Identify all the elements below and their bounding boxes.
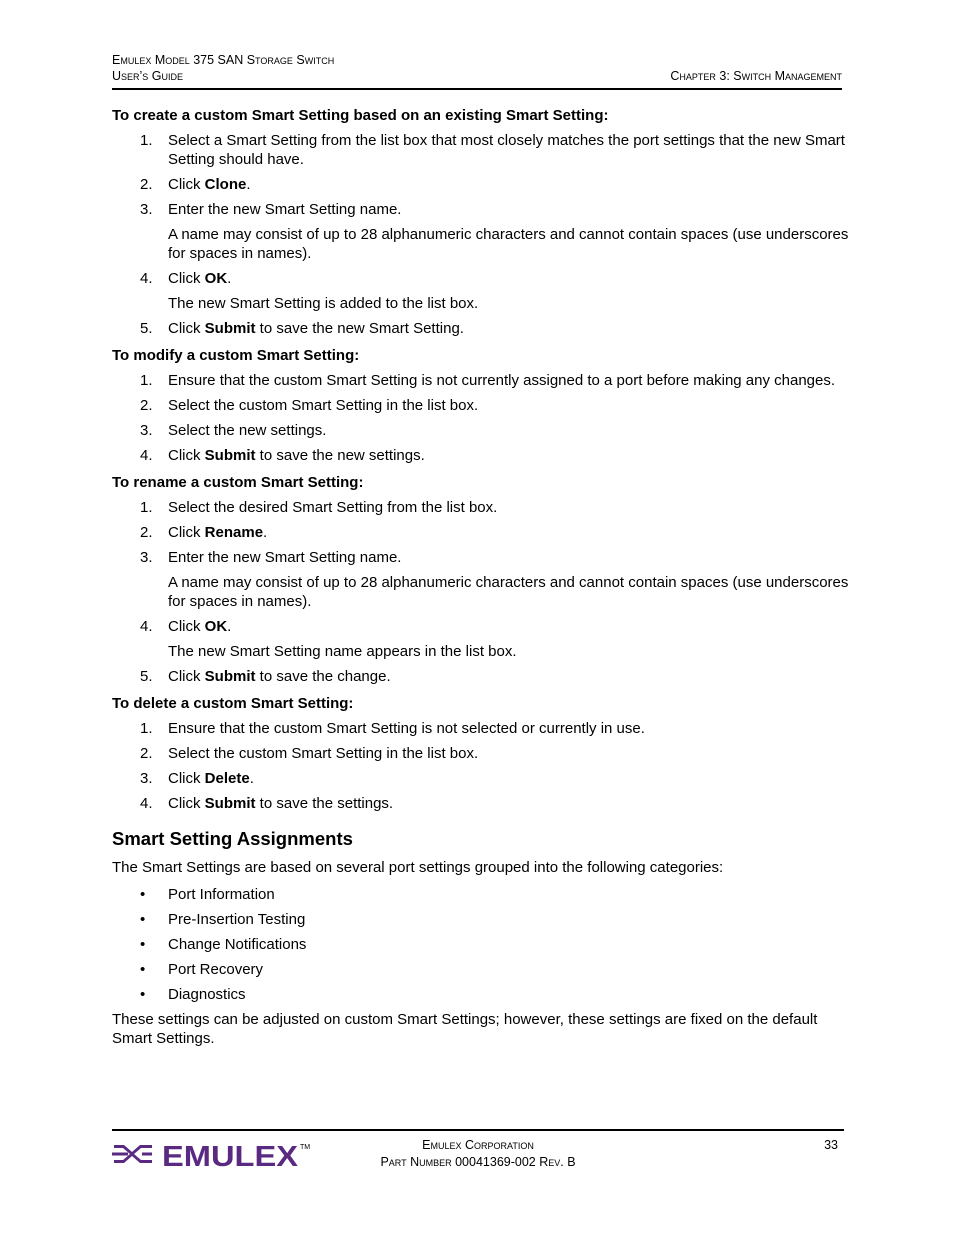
footer-company: Emulex Corporation — [422, 1138, 534, 1152]
delete-step-3 — [112, 769, 852, 788]
step-text: Click — [168, 270, 205, 287]
step-text: . — [227, 270, 232, 287]
step-text: to save the new Smart Setting. — [255, 320, 464, 337]
category-label: Pre-Insertion Testing — [168, 911, 306, 928]
step-text: Click — [168, 447, 205, 464]
step-text: Select the custom Smart Setting in the list box. — [168, 397, 479, 414]
step-number: 1. — [140, 372, 153, 389]
category-label: Port Information — [168, 886, 275, 903]
ok-ui-term: OK — [204, 618, 228, 635]
rename-step-4-note: The new Smart Setting name appears in the list box. — [168, 643, 517, 660]
step-text: to save the change. — [255, 668, 391, 685]
page-number: 33 — [824, 1138, 838, 1152]
header-chapter: Chapter 3: Switch Management — [670, 69, 842, 83]
step-number: 5. — [140, 320, 153, 337]
section-heading: Smart Setting Assignments — [112, 828, 353, 849]
bullet-glyph: • — [140, 911, 146, 928]
assignments-outro: These settings can be adjusted on custom Smart Settings; however, these settings are fixed on the default Smart Settings. — [112, 1011, 818, 1047]
rename-procedure-heading: To rename a custom Smart Setting: — [112, 474, 364, 491]
page-header — [112, 52, 842, 90]
rename-step-2 — [112, 523, 852, 542]
step-text: . — [246, 176, 251, 193]
rename-steps — [112, 498, 852, 686]
step-text: . — [263, 524, 268, 541]
clone-step-2 — [112, 175, 852, 194]
clone-ui-term: Clone — [204, 176, 247, 193]
step-text: . — [249, 770, 254, 787]
clone-procedure-heading: To create a custom Smart Setting based on an existing Smart Setting: — [112, 107, 609, 124]
category-item — [112, 885, 852, 904]
rename-step-1 — [112, 498, 852, 517]
bullet-glyph: • — [140, 961, 146, 978]
step-text: Select a Smart Setting from the list box that most closely matches the port settings that the new Smart Setting should have. — [168, 132, 845, 168]
bullet-glyph: • — [140, 936, 146, 953]
step-text: Click — [168, 668, 205, 685]
modify-procedure-heading: To modify a custom Smart Setting: — [112, 347, 360, 364]
submit-ui-term: Submit — [204, 795, 256, 812]
ok-ui-term: OK — [204, 270, 228, 287]
step-text: Click — [168, 320, 205, 337]
page-content — [112, 107, 852, 1056]
category-item — [112, 910, 852, 929]
page-footer — [112, 1129, 844, 1191]
delete-steps — [112, 719, 852, 813]
step-number: 1. — [140, 499, 153, 516]
modify-step-2 — [112, 396, 852, 415]
modify-step-4 — [112, 446, 852, 465]
step-number: 1. — [140, 720, 153, 737]
step-number: 3. — [140, 201, 153, 218]
category-label: Diagnostics — [168, 986, 246, 1003]
step-number: 5. — [140, 668, 153, 685]
modify-steps — [112, 371, 852, 465]
step-number: 3. — [140, 549, 153, 566]
clone-step-1 — [112, 131, 852, 169]
bullet-glyph: • — [140, 886, 146, 903]
step-text: Enter the new Smart Setting name. — [168, 201, 402, 218]
rename-step-3 — [112, 548, 852, 567]
step-text: Click — [168, 770, 205, 787]
clone-step-3 — [112, 200, 852, 219]
assignments-intro: The Smart Settings are based on several port settings grouped into the following categories: — [112, 859, 724, 876]
submit-ui-term: Submit — [204, 668, 256, 685]
header-product: Emulex Model 375 SAN Storage Switch — [112, 53, 335, 67]
delete-procedure-heading: To delete a custom Smart Setting: — [112, 695, 354, 712]
footer-center — [112, 1137, 844, 1171]
step-text: Enter the new Smart Setting name. — [168, 549, 402, 566]
rename-ui-term: Rename — [204, 524, 264, 541]
step-number: 4. — [140, 447, 153, 464]
step-number: 4. — [140, 795, 153, 812]
step-text: Select the new settings. — [168, 422, 327, 439]
clone-step-4-note: The new Smart Setting is added to the list box. — [168, 295, 479, 312]
step-text: Ensure that the custom Smart Setting is not selected or currently in use. — [168, 720, 645, 737]
step-number: 3. — [140, 422, 153, 439]
step-number: 2. — [140, 397, 153, 414]
header-left — [112, 52, 334, 84]
category-item — [112, 985, 852, 1004]
rename-step-4 — [112, 617, 852, 636]
step-text: Click — [168, 795, 205, 812]
step-text: Select the custom Smart Setting in the list box. — [168, 745, 479, 762]
clone-step-5 — [112, 319, 852, 338]
clone-step-4 — [112, 269, 852, 288]
step-text: Ensure that the custom Smart Setting is not currently assigned to a port before making any changes. — [168, 372, 836, 389]
category-item — [112, 935, 852, 954]
category-item — [112, 960, 852, 979]
rename-step-3-note: A name may consist of up to 28 alphanumeric characters and cannot contain spaces (use underscores for spaces in names). — [168, 574, 849, 610]
delete-step-4 — [112, 794, 852, 813]
submit-ui-term: Submit — [204, 320, 256, 337]
logo-wordmark: EMULEX — [162, 1141, 299, 1169]
category-label: Change Notifications — [168, 936, 307, 953]
category-list — [112, 885, 852, 1004]
submit-ui-term: Submit — [204, 447, 256, 464]
category-label: Port Recovery — [168, 961, 264, 978]
rename-step-5 — [112, 667, 852, 686]
clone-steps — [112, 131, 852, 338]
step-text: . — [227, 618, 232, 635]
step-number: 2. — [140, 524, 153, 541]
step-number: 4. — [140, 270, 153, 287]
step-number: 3. — [140, 770, 153, 787]
footer-part-number: Part Number 00041369-002 Rev. B — [380, 1155, 576, 1169]
logo-trademark: TM — [300, 1144, 311, 1151]
step-text: Click — [168, 524, 205, 541]
delete-step-2 — [112, 744, 852, 763]
step-number: 2. — [140, 176, 153, 193]
step-text: Click — [168, 176, 205, 193]
step-number: 2. — [140, 745, 153, 762]
step-number: 1. — [140, 132, 153, 149]
step-text: to save the new settings. — [255, 447, 425, 464]
bullet-glyph: • — [140, 986, 146, 1003]
modify-step-1 — [112, 371, 852, 390]
step-text: Click — [168, 618, 205, 635]
delete-ui-term: Delete — [204, 770, 250, 787]
step-text: Select the desired Smart Setting from the list box. — [168, 499, 498, 516]
step-number: 4. — [140, 618, 153, 635]
delete-step-1 — [112, 719, 852, 738]
clone-step-3-note: A name may consist of up to 28 alphanumeric characters and cannot contain spaces (use underscores for spaces in names). — [168, 226, 849, 262]
header-guide: User’s Guide — [112, 69, 184, 83]
step-text: to save the settings. — [255, 795, 394, 812]
modify-step-3 — [112, 421, 852, 440]
